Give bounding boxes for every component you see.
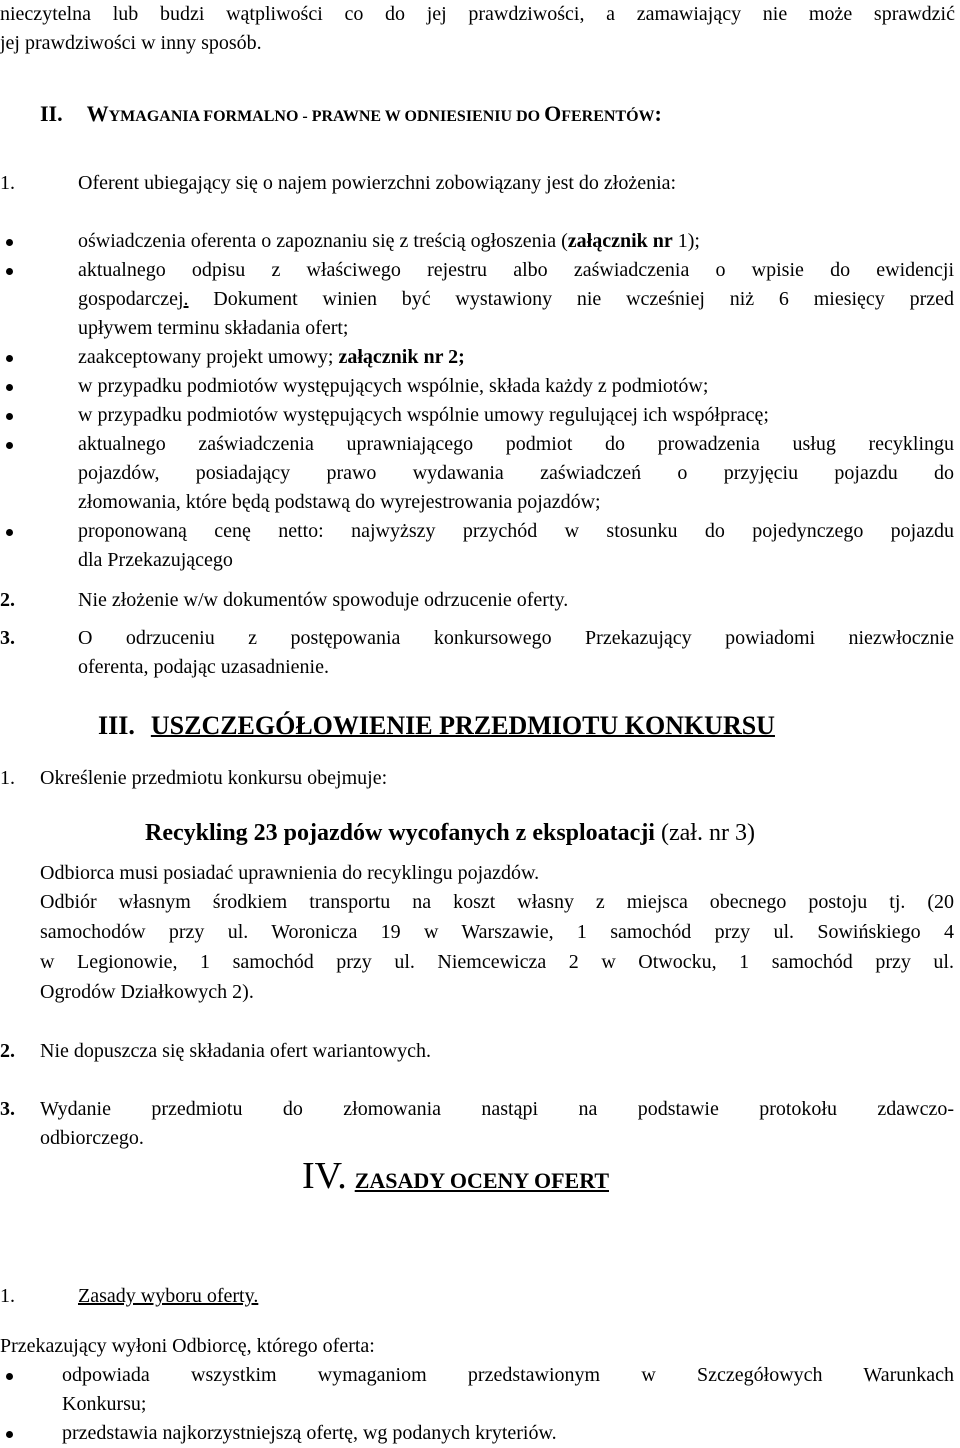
bullet-icon [6,239,13,246]
section-number: IV. [302,1155,347,1197]
bullet-text: upływem terminu składania ofert; [78,317,349,339]
section-heading [302,1154,609,1204]
list-item-text: Określenie przedmiotu konkursu obejmuje: [40,767,388,789]
heading-part: O [544,101,562,126]
bullet-text: pojazdów, posiadający prawo wydawania zaświadczeń o przyjęciu pojazdu do [78,462,954,484]
list-number: 1. [0,1285,15,1307]
list-item-text: Nie dopuszcza się składania ofert wariantowych. [40,1040,431,1062]
list-item-text: O odrzuceniu z postępowania konkursowego Przekazujący powiadomi niezwłocznie [78,627,954,649]
bullet-text: w przypadku podmiotów występujących wspólnie, składa każdy z podmiotów; [78,375,709,397]
paragraph: w Legionowie, 1 samochód przy ul. Niemcewicza 2 w Otwocku, 1 samochód przy ul. [40,951,954,973]
bullet-text [78,287,954,311]
bullet-text [78,345,465,369]
list-number: 3. [0,1098,15,1120]
bullet-text: złomowania, które będą podstawą do wyrejestrowania pojazdów; [78,491,601,513]
paragraph: Odbiór własnym środkiem transportu na koszt własny z miejsca obecnego postoju tj. (20 [40,891,954,913]
subject-ref: (zał. nr 3) [654,820,755,846]
bullet-icon [6,1431,13,1438]
text-span: gospodarczej [78,288,184,310]
bullet-icon [6,1373,13,1380]
text-line: jej prawdziwości w inny sposób. [0,32,262,54]
bullet-text: przedstawia najkorzystniejszą ofertę, wg podanych kryteriów. [62,1422,557,1444]
text-span: załącznik nr 2; [338,346,465,368]
text-line: nieczytelna lub budzi wątpliwości co do jej prawdziwości, a zamawiający nie może sprawdzić [0,3,955,25]
bullet-text: Konkursu; [62,1393,147,1415]
heading-part: W [86,101,109,126]
list-item-text: odbiorczego. [40,1127,144,1149]
text-span: oświadczenia oferenta o zapoznaniu się z treścią ogłoszenia ( [78,230,568,252]
list-item-text: Oferent ubiegający się o najem powierzchni zobowiązany jest do złożenia: [78,172,677,194]
paragraph: Ogrodów Działkowych 2). [40,981,254,1003]
paragraph: Przekazujący wyłoni Odbiorcę, którego oferta: [0,1335,375,1357]
bullet-text: odpowiada wszystkim wymaganiom przedstawionym w Szczegółowych Warunkach [62,1364,954,1386]
section-number: III. [98,711,135,740]
list-item-text: oferenta, podając uzasadnienie. [78,656,329,678]
bullet-icon [6,268,13,275]
section-title: ZASADY OCENY OFERT [354,1168,609,1193]
text-span: załącznik nr [567,230,673,252]
bullet-icon [6,355,13,362]
bullet-text: dla Przekazującego [78,549,233,571]
list-item-text: Nie złożenie w/w dokumentów spowoduje odrzucenie oferty. [78,589,569,611]
bullet-text: w przypadku podmiotów występujących wspólnie umowy regulującej ich współpracę; [78,404,769,426]
bullet-icon [6,442,13,449]
list-number: 1. [0,767,15,789]
section-title: USZCZEGÓŁOWIENIE PRZEDMIOTU KONKURSU [150,711,775,740]
list-number: 3. [0,627,15,649]
section-number: II. [40,101,63,126]
bullet-icon [6,529,13,536]
bullet-text: proponowaną cenę netto: najwyższy przychód w stosunku do pojedynczego pojazdu [78,520,954,542]
text-span: 1); [672,230,700,252]
heading-part: : [654,101,662,126]
list-item-text: Wydanie przedmiotu do złomowania nastąpi na podstawie protokołu zdawczo- [40,1098,954,1120]
text-span: . [183,288,189,310]
bullet-text: aktualnego zaświadczenia uprawniającego podmiot do prowadzenia usług recyklingu [78,433,954,455]
text-span: zaakceptowany projekt umowy; [78,346,339,368]
list-number: 2. [0,1040,15,1062]
paragraph: samochodów przy ul. Woronicza 19 w Warszawie, 1 samochód przy ul. Sowińskiego 4 [40,921,954,943]
list-item-text: Zasady wyboru oferty. [78,1285,259,1307]
subject-line [145,818,755,848]
paragraph: Odbiorca musi posiadać uprawnienia do recyklingu pojazdów. [40,862,540,884]
subject-bold: Recykling 23 pojazdów wycofanych z eksploatacji [145,820,655,846]
list-number: 1. [0,172,15,194]
text-span: Dokument winien być wystawiony nie wcześniej niż 6 miesięcy przed [188,288,954,310]
list-number: 2. [0,589,15,611]
bullet-icon [6,413,13,420]
section-heading [98,710,775,742]
heading-part: FERENTÓW [561,108,655,125]
bullet-text [78,229,700,253]
bullet-icon [6,384,13,391]
heading-part: YMAGANIA FORMALNO - PRAWNE W ODNIESIENIU DO [108,108,545,125]
bullet-text: aktualnego odpisu z właściwego rejestru albo zaświadczenia o wpisie do ewidencji [78,259,954,281]
section-heading [40,102,662,129]
